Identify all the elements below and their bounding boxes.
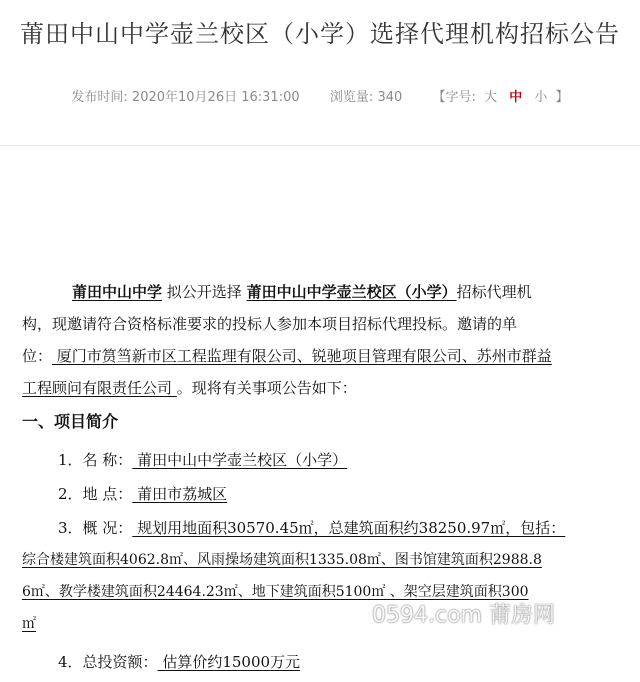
paragraph-line: [22, 344, 552, 368]
invited-agencies: 厦门市筼筜新市区工程监理有限公司、锐驰项目管理有限公司、苏州市群益: [52, 347, 552, 365]
font-size-switcher: [433, 90, 569, 105]
project-name: 莆田中山中学壶兰校区（小学）: [246, 283, 457, 301]
text: 拟公开选择: [162, 283, 247, 301]
page-title: 莆田中山中学壶兰校区（小学）选择代理机构招标公告: [20, 20, 620, 48]
paragraph-line: [22, 376, 357, 400]
views-label: 浏览量:: [329, 90, 374, 105]
paragraph-line: [72, 280, 532, 304]
views-count: 340: [377, 90, 403, 105]
text: 。现将有关事项公告如下：: [176, 379, 357, 397]
article-meta: [0, 86, 640, 105]
item-overview: [58, 516, 565, 540]
item-label: 2．地 点：: [58, 485, 133, 503]
watermark: 0594.com 莆房网: [372, 603, 555, 628]
item-name: [58, 448, 347, 472]
font-size-close: 】: [555, 90, 569, 105]
item-label: 4．总投资额：: [58, 653, 158, 671]
item-label: 1．名 称：: [58, 451, 133, 469]
text: 招标代理机: [456, 283, 532, 301]
item-value: 规划用地面积30570.45㎡，总建筑面积约38250.97㎡，包括：: [132, 519, 566, 537]
item-value: 估算价约15000万元: [157, 653, 301, 671]
item-label: 3．概 况：: [58, 519, 133, 537]
font-size-open: 【字号:: [432, 90, 476, 105]
section-heading: 一、项目简介: [22, 412, 119, 431]
item-overview-cont: 综合楼建筑面积4062.8㎡、风雨操场建筑面积1335.08㎡、图书馆建筑面积2988.8: [22, 552, 542, 568]
organization-name: 莆田中山中学: [72, 283, 163, 301]
font-size-small-button[interactable]: 小: [534, 90, 548, 105]
item-value: 莆田市荔城区: [132, 485, 228, 503]
font-size-medium-button[interactable]: 中: [509, 90, 523, 105]
item-overview-cont: 6㎡、教学楼建筑面积24464.23㎡、地下建筑面积5100㎡ 、架空层建筑面积300: [22, 584, 529, 600]
item-overview-cont: ㎡: [22, 616, 36, 632]
publish-time: 发布时间: 2020年10月26日 16:31:00: [71, 90, 300, 105]
divider: [0, 145, 640, 146]
text: 构，现邀请符合资格标准要求的投标人参加本项目招标代理投标。邀请的单: [22, 315, 518, 333]
invited-agencies-cont: 工程顾问有限责任公司: [22, 379, 177, 397]
font-size-large-button[interactable]: 大: [484, 90, 498, 105]
item-location: [58, 482, 227, 506]
paragraph-line: [22, 312, 517, 336]
item-value: 莆田中山中学壶兰校区（小学）: [132, 451, 348, 469]
item-investment: [58, 650, 300, 674]
text: 位：: [22, 347, 53, 365]
